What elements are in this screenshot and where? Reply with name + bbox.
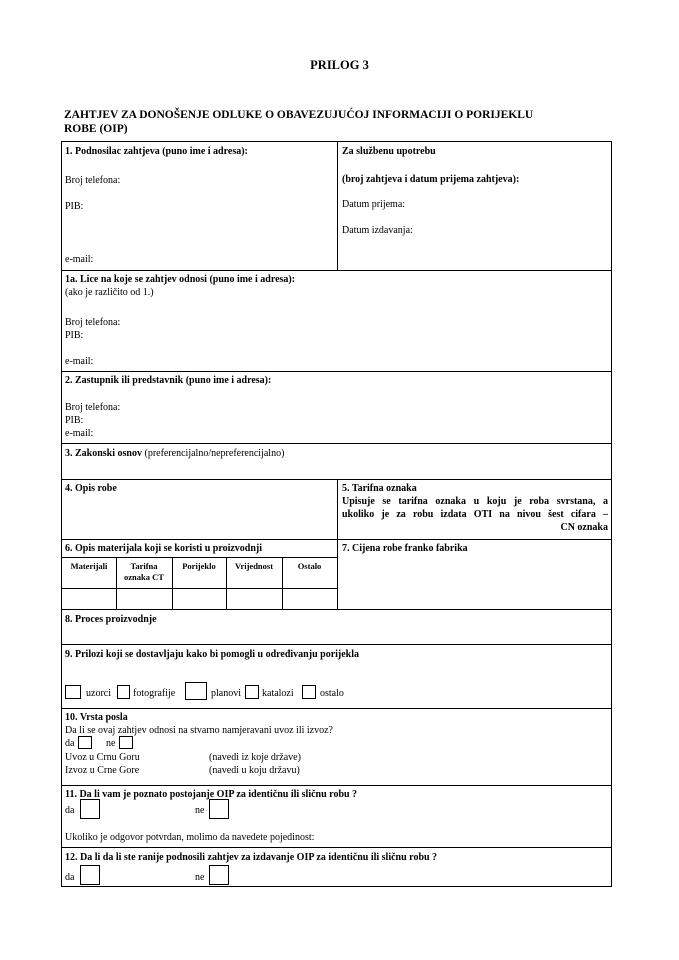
attachment-samples-checkbox[interactable] xyxy=(65,685,81,699)
s1a-heading: 1a. Lice na koje se zahtjev odnosi (puno ime i adresa): xyxy=(65,274,296,285)
date-received-label: Datum prijema: xyxy=(342,199,406,210)
col-value: Vrijednost xyxy=(234,561,274,571)
attachment-other-checkbox[interactable] xyxy=(302,685,316,699)
s1-phone-label[interactable]: Broj telefona: xyxy=(65,175,121,186)
s10-heading: 10. Vrsta posla xyxy=(65,712,128,723)
materials-table xyxy=(62,557,337,612)
attachment-catalogs-label: katalozi xyxy=(262,688,294,699)
s10-export-note: (navedi u koju državu) xyxy=(209,765,300,776)
s12-no-checkbox[interactable] xyxy=(209,865,229,885)
column-divider xyxy=(337,142,338,270)
date-issued-label: Datum izdavanja: xyxy=(342,225,413,236)
s1a-email-label[interactable]: e-mail: xyxy=(65,356,94,367)
s4-heading: 4. Opis robe xyxy=(65,483,117,494)
form-title-line2: ROBE (OIP) xyxy=(64,123,128,135)
s11-note: Ukoliko je odgovor potvrdan, molimo da navedete pojedinost: xyxy=(65,832,315,843)
application-form xyxy=(61,141,612,887)
s2-phone-label[interactable]: Broj telefona: xyxy=(65,402,121,413)
s5-line3: CN oznaka xyxy=(560,522,608,533)
s2-email-label[interactable]: e-mail: xyxy=(65,428,94,439)
form-title xyxy=(64,108,614,136)
s3-row[interactable] xyxy=(65,448,284,460)
s10-import-note: (navedi iz koje države) xyxy=(209,752,301,763)
s11-no-checkbox[interactable] xyxy=(209,799,229,819)
attachment-catalogs-checkbox[interactable] xyxy=(245,685,259,699)
annex-label: PRILOG 3 xyxy=(310,58,369,72)
s2-heading: 2. Zastupnik ili predstavnik (puno ime i adresa): xyxy=(65,375,272,386)
s1-pib-label[interactable]: PIB: xyxy=(65,201,84,212)
s2-pib-label[interactable]: PIB: xyxy=(65,415,84,426)
s10-yes-checkbox[interactable] xyxy=(78,736,92,749)
row-divider xyxy=(62,644,611,645)
s10-no-checkbox[interactable] xyxy=(119,736,133,749)
attachment-photos-checkbox[interactable] xyxy=(117,685,130,699)
s9-heading: 9. Prilozi koji se dostavljaju kako bi pomogli u određivanju porijekla xyxy=(65,649,360,660)
s10-yes-label: da xyxy=(65,738,75,749)
s5-heading: 5. Tarifna oznaka xyxy=(342,483,417,494)
row-divider xyxy=(62,708,611,709)
row-divider xyxy=(62,270,611,271)
row-divider xyxy=(62,847,611,848)
s1a-pib-label[interactable]: PIB: xyxy=(65,330,84,341)
column-divider xyxy=(337,479,338,609)
col-tariff-line1: Tarifna xyxy=(130,561,158,571)
s12-yes-checkbox[interactable] xyxy=(80,865,100,885)
s10-question: Da li se ovaj zahtjev odnosi na stvarno namjeravani uvoz ili izvoz? xyxy=(65,725,333,736)
col-origin: Porijeklo xyxy=(182,561,216,571)
s5-line2: ukoliko je za robu izdata OTI na nivou šest cifara – xyxy=(342,509,608,520)
s11-heading: 11. Da li vam je poznato postojanje OIP za identičnu ili sličnu robu ? xyxy=(65,789,358,800)
s1a-note: (ako je različito od 1.) xyxy=(65,287,154,298)
s7-heading: 7. Cijena robe franko fabrika xyxy=(342,543,468,554)
row-divider xyxy=(62,785,611,786)
s1-heading: 1. Podnosilac zahtjeva (puno ime i adresa): xyxy=(65,146,248,157)
materials-table-header-divider xyxy=(62,588,337,589)
attachment-plans-label: planovi xyxy=(211,688,241,699)
form-title-line1: ZAHTJEV ZA DONOŠENJE ODLUKE O OBAVEZUJUĆOJ INFORMACIJI O PORIJEKLU xyxy=(64,109,534,121)
row-divider xyxy=(62,443,611,444)
s11-no-label: ne xyxy=(195,805,205,816)
s12-no-label: ne xyxy=(195,872,205,883)
official-use-heading: Za službenu upotrebu xyxy=(342,146,436,157)
attachment-plans-checkbox[interactable] xyxy=(185,682,207,700)
s6-heading: 6. Opis materijala koji se koristi u proizvodnji xyxy=(65,543,263,554)
attachment-samples-label: uzorci xyxy=(86,688,111,699)
s11-yes-label: da xyxy=(65,805,75,816)
official-use-subheading: (broj zahtjeva i datum prijema zahtjeva): xyxy=(342,174,520,185)
col-materials: Materijali xyxy=(70,561,108,571)
s12-heading: 12. Da li da li ste ranije podnosili zahtjev za izdavanje OIP za identičnu ili sličnu robu ? xyxy=(65,852,438,863)
s8-heading: 8. Proces proizvodnje xyxy=(65,614,157,625)
col-tariff xyxy=(116,561,172,583)
s12-yes-label: da xyxy=(65,872,75,883)
attachment-other-label: ostalo xyxy=(320,688,344,699)
col-other: Ostalo xyxy=(297,561,322,571)
s5-line1: Upisuje se tarifna oznaka u koju je roba svrstana, a xyxy=(342,496,608,507)
col-tariff-line2: oznaka CT xyxy=(124,572,164,582)
s1-email-label[interactable]: e-mail: xyxy=(65,254,94,265)
materials-table-top xyxy=(62,557,337,558)
s10-export-label: Izvoz u Crne Gore xyxy=(65,765,140,776)
s1a-phone-label[interactable]: Broj telefona: xyxy=(65,317,121,328)
s10-import-label: Uvoz u Crnu Goru xyxy=(65,752,140,763)
s10-no-label: ne xyxy=(106,738,116,749)
s11-yes-checkbox[interactable] xyxy=(80,799,100,819)
s3-note: (preferencijalno/nepreferencijalno) xyxy=(144,448,285,459)
s3-heading: 3. Zakonski osnov xyxy=(65,448,142,459)
row-divider xyxy=(62,371,611,372)
attachment-photos-label: fotografije xyxy=(133,688,176,699)
